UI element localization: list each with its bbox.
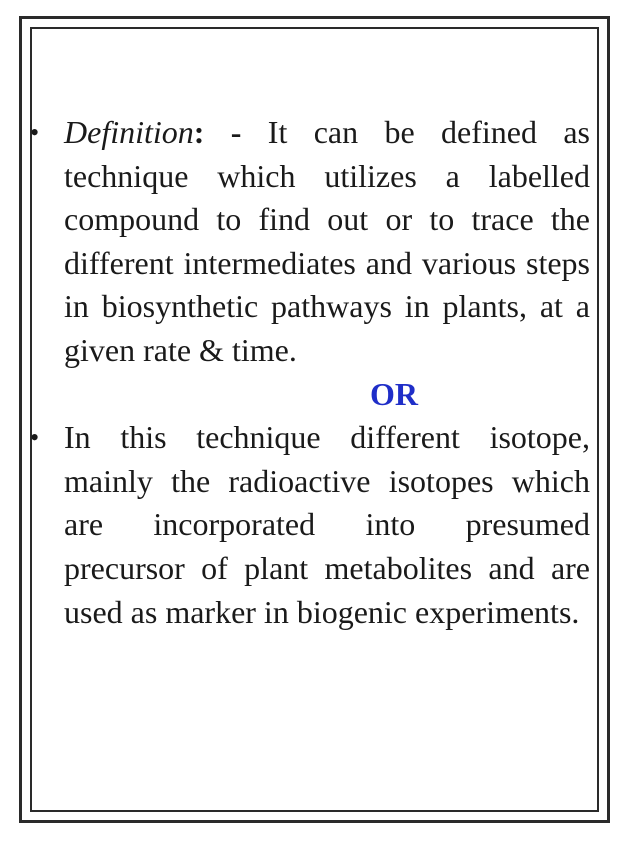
bullet-marker: • [30,118,40,147]
definition-text: It can be defined as technique which utilizes a labelled compound to find out or to trace the different intermediates and various steps in biosynthetic pathways in plants, at a given rate & time. [64,114,590,368]
definition-term: Definition [64,114,194,150]
definition-bullet [30,111,590,373]
isotope-paragraph: In this technique different isotope, mainly the radioactive isotopes which are incorporated into presumed precursor of plant metabolites and are used as marker in biogenic experiments. [64,419,590,630]
isotope-bullet [30,416,590,634]
bullet-marker: • [30,423,40,453]
definition-paragraph [64,111,590,373]
or-divider: OR [370,375,418,412]
definition-separator: : - [193,114,242,150]
slide-content [30,111,590,634]
